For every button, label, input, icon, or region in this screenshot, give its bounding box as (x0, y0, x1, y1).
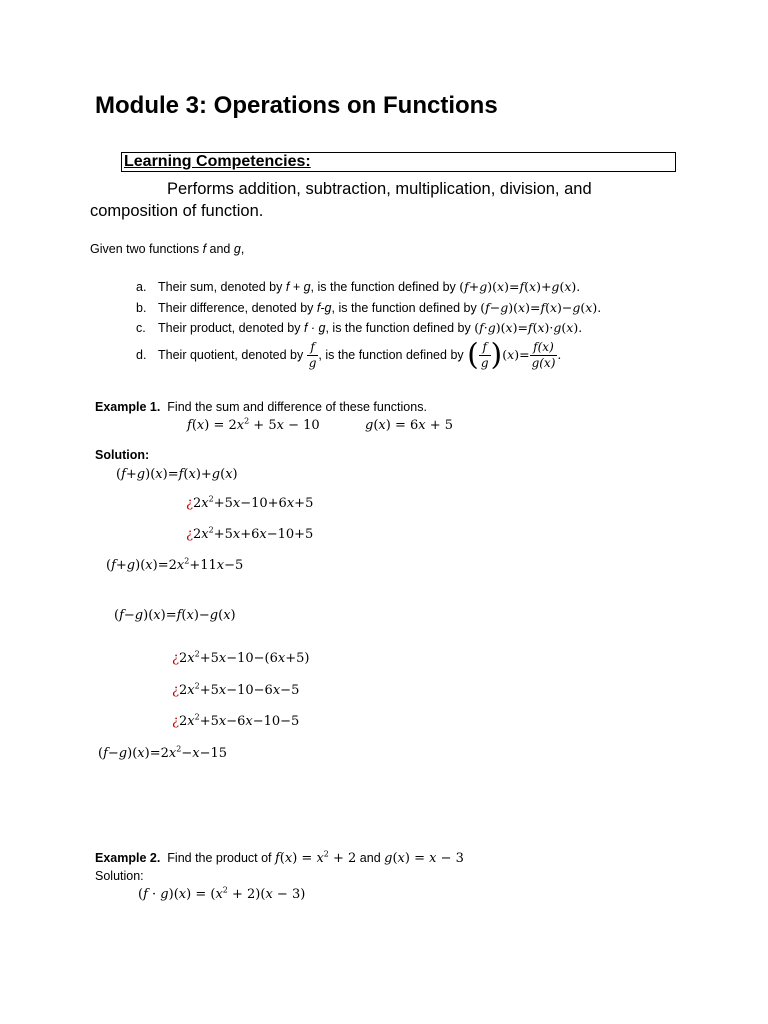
competency-text-line2: composition of function. (90, 202, 264, 220)
example2-solution-label: Solution: (95, 869, 144, 883)
sum-step-3: ¿$2x^2+5x+6x-10+5$ (186, 525, 314, 542)
definition-product: c. Their product, denoted by f · g, is the function defined by (f·g)(x)=f(x)·g(x). (136, 320, 583, 335)
quotient-denote-fraction: $\frac{f}{g}$ (308, 340, 317, 371)
difference-formula: (f−g)(x)=f(x)−g(x). (480, 300, 602, 315)
example1-g: g(x) = 6x + 5 (365, 418, 454, 433)
product-formula: (f·g)(x)=f(x)·g(x). (474, 320, 583, 335)
example2-f: $f(x) = x^2 + 2$ (274, 849, 357, 866)
definition-difference: b. Their difference, denoted by f-g, is the function defined by (f−g)(x)=f(x)−g(x). (136, 300, 602, 315)
example2-heading: Example 2. Find the product of $f(x) = x^2 + 2$ and g(x) = x − 3 (95, 849, 464, 866)
sum-step-1: (f+g)(x)=f(x)+g(x) (116, 467, 238, 482)
difference-step-3: ¿$2x^2+5x-10-6x-5$ (172, 681, 300, 698)
definition-sum: a. Their sum, denoted by f + g, is the function defined by (f+g)(x)=f(x)+g(x). (136, 279, 581, 294)
difference-step-1: (f−g)(x)=f(x)−g(x) (114, 608, 236, 623)
competency-text-line1: Performs addition, subtraction, multiplication, division, and (167, 180, 592, 198)
difference-result: $(f-g)(x)=2x^2-x-15$ (98, 744, 227, 761)
difference-step-2: ¿$2x^2+5x-10-(6x+5)$ (172, 649, 310, 666)
sum-formula: (f+g)(x)=f(x)+g(x). (459, 279, 581, 294)
example1-heading: Example 1. Find the sum and difference of these functions. (95, 400, 427, 414)
sum-result: $(f+g)(x)=2x^2+11x-5$ (106, 556, 244, 573)
example2-g: g(x) = x − 3 (384, 851, 464, 866)
quotient-formula: ( $\frac{f}{g}$ )(x)= $\frac{f(x)}{g(x)}$ . (467, 337, 562, 373)
difference-step-4: ¿$2x^2+5x-6x-10-5$ (172, 712, 300, 729)
learning-competencies-heading: Learning Competencies: (124, 153, 311, 170)
example1-solution-label: Solution: (95, 448, 150, 462)
example1-f: $f(x) = 2x^2 + 5x - 10$ (187, 416, 320, 433)
definition-quotient: d. Their quotient, denoted by $\frac{f}{g}$ , is the function defined by ( $\frac{f}{g}$ )(x)= $\frac{f(x)}{g(x)}$ . (136, 337, 562, 373)
page-title: Module 3: Operations on Functions (95, 92, 498, 119)
product-step-1: $(f \cdot g)(x) = (x^2 + 2)(x - 3)$ (138, 885, 306, 902)
sum-step-2: ¿$2x^2+5x-10+6x+5$ (186, 494, 314, 511)
learning-competencies-box (121, 152, 676, 172)
intro-text: Given two functions f and g, (90, 242, 245, 256)
